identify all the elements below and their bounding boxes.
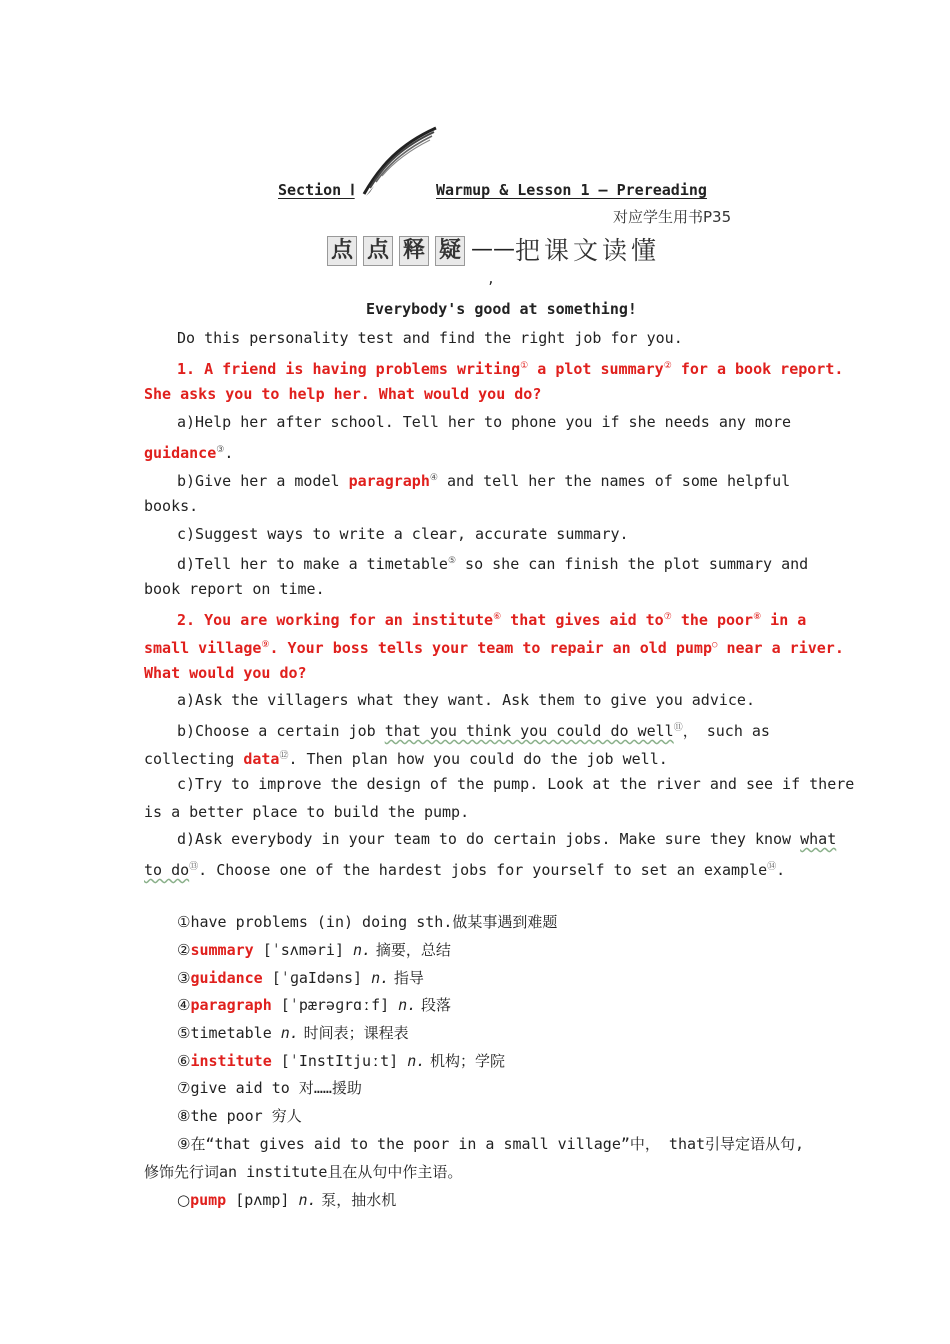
note-text: timetable — [190, 1024, 281, 1042]
note-pos: n. — [371, 969, 390, 987]
note-ref-5: ⑤ — [447, 556, 457, 566]
note-ref-9: ⑨ — [261, 640, 270, 650]
q2-option-d-line2-post: . Choose one of the hardest jobs for yourself to set an example — [198, 861, 768, 879]
note-word: summary — [190, 941, 254, 959]
note-text: 在“that gives aid to the poor in a small village”中， that引导定语从句, — [190, 1135, 805, 1153]
note-text: 修饰先行词an institute且在从句中作主语。 — [144, 1163, 463, 1181]
note-definition: 段落 — [416, 996, 452, 1014]
banner-box-1: 点 — [327, 236, 357, 266]
q2-option-d-pre: d)Ask everybody in your team to do certain jobs. Make sure they know — [177, 830, 801, 848]
note-ref-10: ○ — [712, 640, 718, 650]
section-label: Section Ⅰ — [278, 181, 355, 199]
word-guidance: guidance — [144, 444, 217, 462]
q2-option-d-wavy-1: what — [800, 830, 837, 848]
note-phonetic: [ˈpærəɡrɑːf] — [271, 996, 399, 1014]
q2-text-e: small village — [144, 639, 262, 657]
note-definition: 泵，抽水机 — [316, 1191, 397, 1209]
q2-text-d: in a — [761, 611, 807, 629]
q2-option-b-post: ， such as — [682, 722, 770, 740]
passage-title: Everybody's good at something! — [366, 300, 637, 318]
note-num: ⑨ — [177, 1135, 191, 1153]
banner-dash: —— — [471, 237, 515, 262]
note-definition: 摘要，总结 — [371, 941, 451, 959]
q2-text-a: 2. You are working for an institute — [177, 611, 494, 629]
note-pos: n. — [298, 1191, 317, 1209]
note-num: ③ — [177, 969, 191, 987]
note-ref-11: ⑪ — [673, 723, 683, 733]
note-num: ⑤ — [177, 1024, 191, 1042]
note-num: ⑥ — [177, 1052, 191, 1070]
note-ref-4: ④ — [429, 473, 438, 483]
note-definition: 机构；学院 — [425, 1052, 506, 1070]
q2-option-b-wavy: that you think you could do well — [384, 722, 674, 740]
note-num: ④ — [177, 996, 191, 1014]
q2-option-d-wavy-2: to do — [144, 861, 190, 879]
note-text: give aid to 对……援助 — [190, 1079, 362, 1097]
note-ref-2: ② — [663, 361, 672, 371]
q1-option-b-line2-text: books. — [144, 497, 199, 515]
banner-mark: , — [487, 272, 495, 287]
note-num: ⑦ — [177, 1079, 191, 1097]
banner-box-3: 释 — [399, 236, 429, 266]
note-num: ○ — [177, 1191, 191, 1209]
note-ref-1: ① — [520, 361, 529, 371]
q1-option-d-pre: d)Tell her to make a timetable — [177, 555, 448, 573]
banner-box-2: 点 — [363, 236, 393, 266]
note-text: the poor 穷人 — [190, 1107, 302, 1125]
q2-option-c-line2-text: is a better place to build the pump. — [144, 803, 470, 821]
intro-text: Do this personality test and find the right job for you. — [177, 329, 683, 347]
q1-text-c: for a book report. — [671, 360, 844, 378]
note-ref-13: ⑬ — [189, 862, 199, 872]
q1-option-a-text: a)Help her after school. Tell her to phone you if she needs any more — [177, 413, 792, 431]
note-num: ① — [177, 913, 191, 931]
q2-option-d-end: . — [776, 861, 786, 879]
q2-text-b: that gives aid to — [501, 611, 664, 629]
note-pos: n. — [407, 1052, 426, 1070]
note-word: guidance — [190, 969, 263, 987]
q1-option-d-post: so she can finish the plot summary and — [456, 555, 809, 573]
q2-option-c-text: c)Try to improve the design of the pump. Look at the river and see if there — [177, 775, 855, 793]
note-ref-14: ⑭ — [767, 862, 777, 872]
q2-text-g: near a river. — [717, 639, 844, 657]
q2-text-line3: What would you do? — [144, 664, 307, 682]
section-banner — [327, 236, 660, 268]
banner-text: 把课文读懂 — [515, 236, 661, 265]
page-reference: 对应学生用书P35 — [613, 208, 732, 226]
note-definition: 指导 — [389, 969, 424, 987]
note-text: have problems (in) doing sth.做某事遇到难题 — [190, 913, 558, 931]
banner-box-4: 疑 — [435, 236, 465, 266]
note-num: ⑧ — [177, 1107, 191, 1125]
q1-text-b: a plot summary — [528, 360, 664, 378]
note-ref-3: ③ — [216, 445, 225, 455]
note-phonetic: [ˈsʌməri] — [253, 941, 354, 959]
q2-text-c: the poor — [671, 611, 754, 629]
note-phonetic: [ˈɡaIdəns] — [262, 969, 372, 987]
q2-option-b-pre: b)Choose a certain job — [177, 722, 385, 740]
q1-option-b-pre: b)Give her a model — [177, 472, 349, 490]
word-paragraph: paragraph — [348, 472, 430, 490]
note-definition: 时间表；课程表 — [298, 1024, 409, 1042]
q1-text-line2: She asks you to help her. What would you do? — [144, 385, 542, 403]
note-phonetic: [pʌmp] — [226, 1191, 299, 1209]
note-phonetic: [ˈInstItjuːt] — [271, 1052, 408, 1070]
note-pos: n. — [398, 996, 417, 1014]
q2-option-b-line2-pre: collecting — [144, 750, 244, 768]
note-ref-12: ⑫ — [279, 751, 289, 761]
note-word: paragraph — [190, 996, 272, 1014]
word-data: data — [243, 750, 280, 768]
note-pos: n. — [280, 1024, 299, 1042]
note-num: ② — [177, 941, 191, 959]
q2-option-a-text: a)Ask the villagers what they want. Ask them to give you advice. — [177, 691, 755, 709]
note-ref-7: ⑦ — [663, 612, 672, 622]
q1-text-a: 1. A friend is having problems writing — [177, 360, 521, 378]
q1-option-c-text: c)Suggest ways to write a clear, accurate summary. — [177, 525, 629, 543]
q1-option-b-post: and tell her the names of some helpful — [437, 472, 791, 490]
q2-option-b-line2-post: . Then plan how you could do the job well. — [288, 750, 668, 768]
lesson-title: Warmup & Lesson 1 — Prereading — [436, 181, 707, 199]
note-word: institute — [190, 1052, 272, 1070]
q1-option-a-tail: . — [224, 444, 234, 462]
note-ref-6: ⑥ — [493, 612, 502, 622]
q2-text-f: . Your boss tells your team to repair an old pump — [269, 639, 712, 657]
q1-option-d-line2-text: book report on time. — [144, 580, 325, 598]
note-pos: n. — [353, 941, 372, 959]
note-ref-8: ⑧ — [753, 612, 762, 622]
section-swoosh-icon — [360, 126, 440, 198]
note-word: pump — [190, 1191, 227, 1209]
